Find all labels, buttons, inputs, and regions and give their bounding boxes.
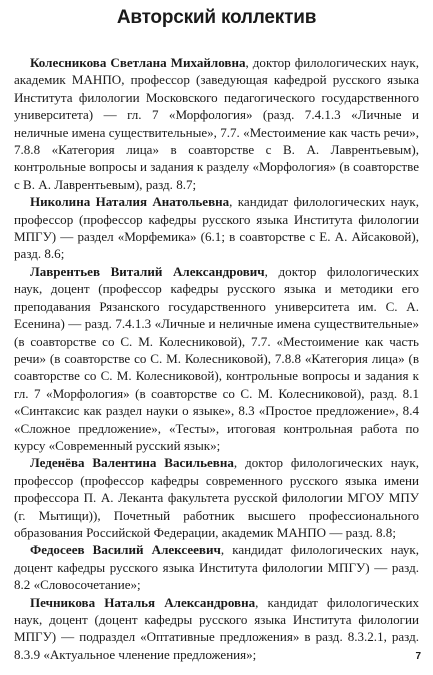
author-description: , доктор филологических наук, доцент (профессор кафедры русского языка и методики его преподавания Рязанского государственного университета им. С. А. Есенина) — разд. 7.4.1.3 «Личные и неличные имена существительные» (в соавторстве со С. М. Колесниковой), 7.7. «Местоимение как часть речи» (в соавторстве со С. М. Колесниковой), 7.8.8 «Категория лица» (в соавторстве со С. М. Колесниковой), контрольные вопросы и задания к гл. 7 «Морфология» (в соавторстве со С. М. Колесниковой), разд. 8.1 «Синтаксис как раздел науки о языке», 8.3 «Простое предложение», 8.4 «Сложное предложение», «Тесты», итоговая контрольная работа по курсу «Современный русский язык»; [14, 263, 420, 453]
author-entry [14, 193, 419, 263]
authors-list [14, 54, 419, 663]
author-name: Николина Наталия Анатольевна [30, 194, 230, 210]
page-title: Авторский коллектив [116, 7, 317, 28]
author-entry [14, 263, 419, 454]
author-entry [14, 594, 419, 664]
author-name: Колесникова Светлана Михайловна [30, 55, 246, 70]
author-name: Лаврентьев Виталий Александрович [30, 263, 265, 279]
author-description: , кандидат филологических наук, доцент кафедры русского языка Института филологии МПГУ) — разд. 8.2 «Словосочетание»; [14, 542, 419, 593]
author-description: , доктор филологических наук, академик МАНПО, профессор (заведующая кафедрой русского языка Института филологии Московского педагогического государственного университета) — гл. 7 «Морфология» (разд. 7.4.1.3 «Личные и неличные имена существительные», 7.7. «Местоимение как часть речи», 7.8.8 «Категория лица» в соавторстве с В. А. Лаврентьевым), контрольные вопросы и задания к разделу «Морфология» (в соавторстве с В. А. Лаврентьевым), разд. 8.7; [14, 55, 419, 192]
page-number: 7 [415, 651, 421, 662]
author-entry [14, 454, 419, 541]
author-name: Федосеев Василий Алексеевич [30, 542, 221, 558]
author-entry [14, 541, 419, 593]
author-name: Печникова Наталья Александровна [30, 594, 256, 610]
author-description: , кандидат филологических наук, доцент (доцент кафедры русского языка Института филологии МПГУ) — подраздел «Оптативные предложения» в разд. 8.3.2.1, разд. 8.3.9 «Актуальное членение предложения»; [14, 594, 419, 662]
author-name: Леденёва Валентина Васильевна [30, 455, 234, 471]
author-description: , доктор филологических наук, профессор (профессор кафедры современного русского языка имени профессора П. А. Леканта факультета русской филологии МГОУ МПУ (г. Мытищи)), Почетный работник высшего профессионального образования Российской Федерации, академик МАНПО — разд. 8.8; [14, 455, 420, 540]
author-description: , кандидат филологических наук, профессор (профессор кафедры русского языка Института филологии МПГУ) — раздел «Морфемика» (6.1; в соавторстве с Е. А. Айсаковой), разд. 8.6; [14, 194, 419, 262]
author-entry [14, 54, 419, 193]
